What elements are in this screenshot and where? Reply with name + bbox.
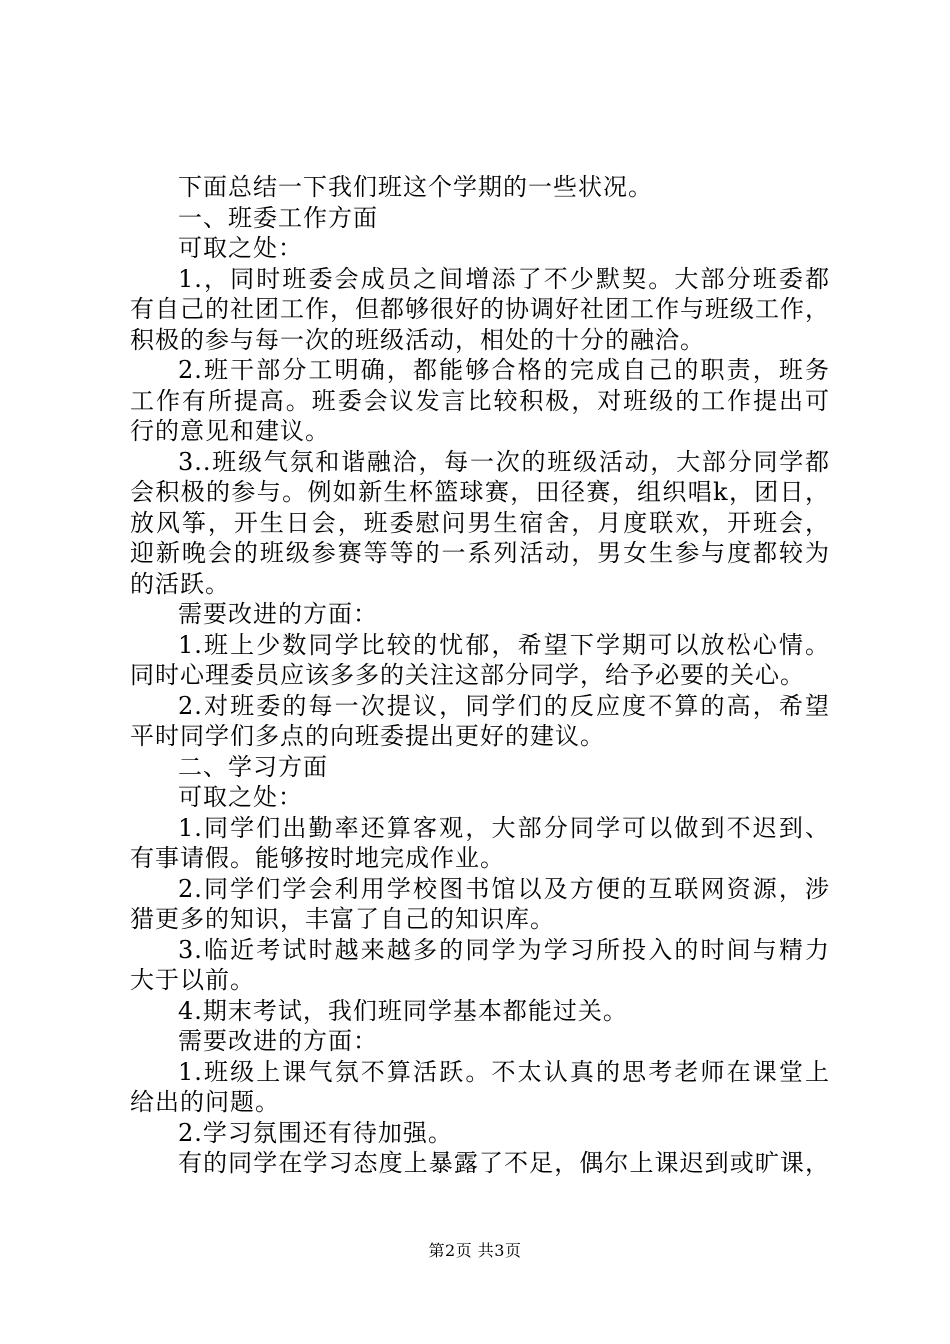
- page-footer: 第2页 共3页: [428, 1241, 522, 1260]
- paragraph-line: 猎更多的知识，丰富了自己的知识库。: [130, 905, 555, 933]
- paragraph-line: 大于以前。: [130, 966, 255, 994]
- paragraph-line: 会积极的参与。例如新生杯篮球赛，田径赛，组织唱k，团日，: [130, 478, 830, 506]
- paragraph-line: 下面总结一下我们班这个学期的一些状况。: [178, 173, 653, 201]
- paragraph-line: 2.班干部分工明确，都能够合格的完成自己的职责，班务: [178, 356, 830, 384]
- paragraph-line: 需要改进的方面：: [178, 600, 378, 628]
- paragraph-line: 迎新晚会的班级参赛等等的一系列活动，男女生参与度都较为: [130, 539, 830, 567]
- paragraph-line: 1.班上少数同学比较的忧郁，希望下学期可以放松心情。: [178, 630, 830, 659]
- paragraph-line: 1.同学们出勤率还算客观，大部分同学可以做到不迟到、: [178, 813, 830, 842]
- paragraph-line: 需要改进的方面：: [178, 1027, 378, 1055]
- paragraph-line: 有事请假。能够按时地完成作业。: [130, 844, 505, 872]
- paragraph-line: 1.班级上课气氛不算活跃。不太认真的思考老师在课堂上: [178, 1057, 830, 1086]
- paragraph-line: 1.，同时班委会成员之间增添了不少默契。大部分班委都: [178, 264, 830, 293]
- paragraph-line: 可取之处：: [178, 234, 303, 262]
- paragraph-line: 行的意见和建议。: [130, 417, 330, 445]
- paragraph-line: 2.对班委的每一次提议，同学们的反应度不算的高，希望: [178, 691, 830, 720]
- paragraph-line: 有的同学在学习态度上暴露了不足，偶尔上课迟到或旷课，: [178, 1149, 830, 1177]
- paragraph-line: 工作有所提高。班委会议发言比较积极，对班级的工作提出可: [130, 386, 830, 415]
- paragraph-line: 给出的问题。: [130, 1088, 280, 1116]
- paragraph-line: 2.学习氛围还有待加强。: [178, 1118, 453, 1147]
- document-body: [130, 172, 830, 1179]
- paragraph-line: 2.同学们学会利用学校图书馆以及方便的互联网资源，涉: [178, 874, 830, 903]
- paragraph-line: 积极的参与每一次的班级活动，相处的十分的融洽。: [130, 325, 705, 354]
- paragraph-line: 的活跃。: [130, 569, 230, 598]
- paragraph-line: 4.期末考试，我们班同学基本都能过关。: [178, 996, 628, 1025]
- paragraph-line: 可取之处：: [178, 783, 303, 811]
- paragraph-line: 同时心理委员应该多多的关注这部分同学，给予必要的关心。: [130, 661, 805, 689]
- paragraph-line: 3.临近考试时越来越多的同学为学习所投入的时间与精力: [178, 935, 830, 964]
- paragraph-line: 3..班级气氛和谐融洽，每一次的班级活动，大部分同学都: [178, 447, 830, 476]
- paragraph-line: 有自己的社团工作，但都够很好的协调好社团工作与班级工作，: [130, 295, 830, 323]
- paragraph-line: 二、学习方面: [178, 752, 328, 781]
- paragraph-line: 平时同学们多点的向班委提出更好的建议。: [130, 722, 605, 750]
- paragraph-line: 放风筝，开生日会，班委慰问男生宿舍，月度联欢，开班会，: [130, 508, 830, 537]
- paragraph-line: 一、班委工作方面: [178, 203, 378, 232]
